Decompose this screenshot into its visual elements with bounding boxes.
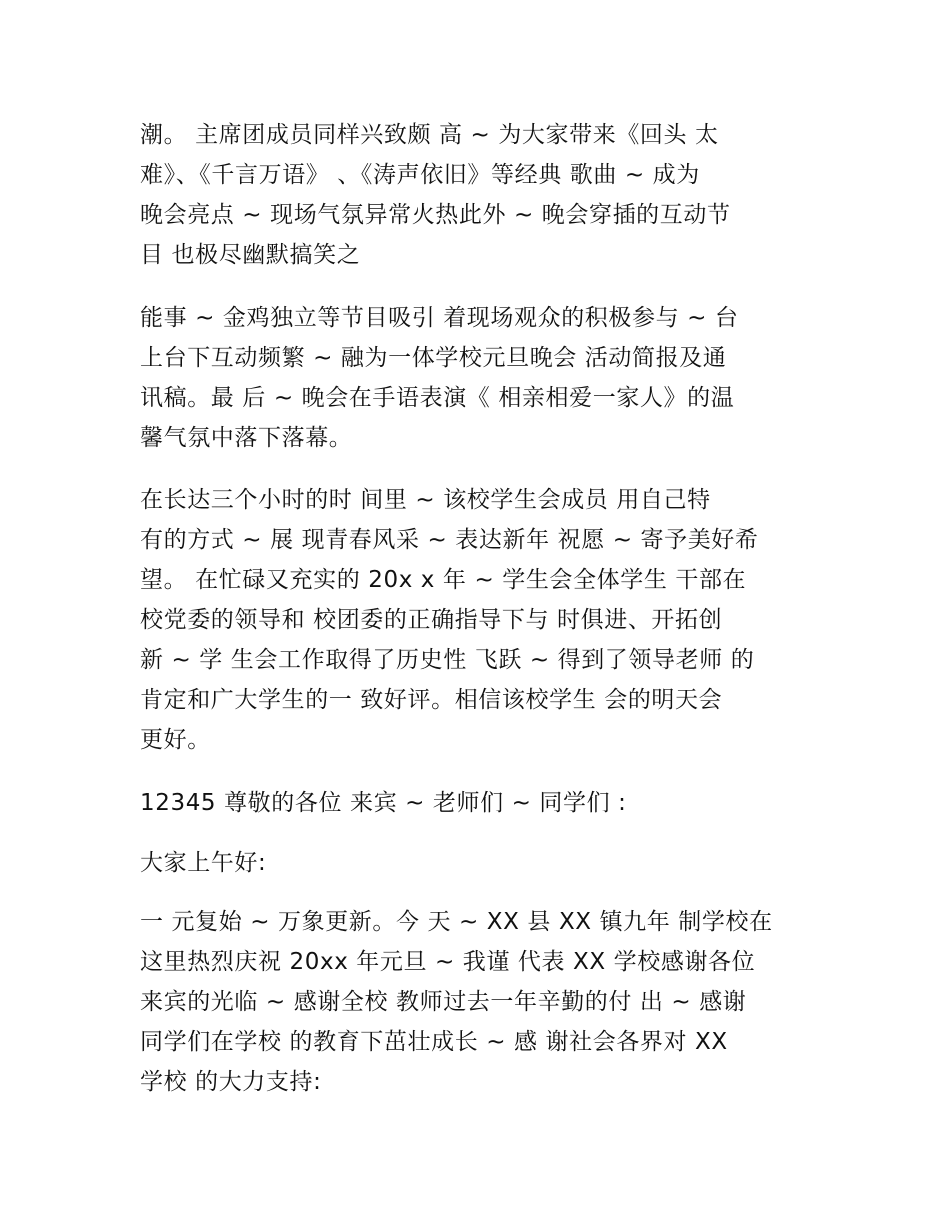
paragraph-3-line-4: 校党委的领导和 校团委的正确指导下与 时俱进、开拓创: [140, 607, 723, 633]
greeting-line: 12345 尊敬的各位 来宾 ~ 老师们 ~ 同学们 :: [140, 790, 627, 816]
paragraph-6-line-2: 这里热烈庆祝 20xx 年元旦 ~ 我谨 代表 XX 学校感谢各位: [140, 949, 756, 975]
paragraph-2-line-3: 讯稿。最 后 ~ 晚会在手语表演《 相亲相爱一家人》的温: [140, 385, 735, 411]
paragraph-3-line-7: 更好。: [140, 727, 211, 753]
paragraph-1-line-3: 晚会亮点 ~ 现场气氛异常火热此外 ~ 晚会穿插的互动节: [140, 202, 731, 228]
paragraph-2-line-1: 能事 ~ 金鸡独立等节目吸引 着现场观众的积极参与 ~ 台: [140, 305, 739, 331]
paragraph-3-line-5: 新 ~ 学 生会工作取得了历史性 飞跃 ~ 得到了领导老师 的: [140, 647, 755, 673]
paragraph-6-line-1: 一 元复始 ~ 万象更新。今 天 ~ XX 县 XX 镇九年 制学校在: [140, 909, 773, 935]
paragraph-3-line-6: 肯定和广大学生的一 致好评。相信该校学生 会的明天会: [140, 687, 723, 713]
paragraph-2-line-2: 上台下互动频繁 ~ 融为一体学校元旦晚会 活动简报及通: [140, 345, 727, 371]
salutation-line: 大家上午好:: [140, 850, 267, 876]
paragraph-3-line-1: 在长达三个小时的时 间里 ~ 该校学生会成员 用自己特: [140, 487, 711, 513]
paragraph-2-line-4: 馨气氛中落下落幕。: [140, 425, 353, 451]
paragraph-1-line-1: 潮。 主席团成员同样兴致颇 高 ~ 为大家带来《回头 太: [140, 122, 719, 148]
paragraph-1-line-4: 目 也极尽幽默搞笑之: [140, 242, 361, 268]
paragraph-3-line-3: 望。 在忙碌又充实的 20x x 年 ~ 学生会全体学生 干部在: [140, 567, 747, 593]
paragraph-1-line-2: 难》、《千言万语》 、《涛声依旧》等经典 歌曲 ~ 成为: [140, 162, 700, 188]
paragraph-6-line-4: 同学们在学校 的教育下茁壮成长 ~ 感 谢社会各界对 XX: [140, 1029, 728, 1055]
paragraph-6-line-3: 来宾的光临 ~ 感谢全校 教师过去一年辛勤的付 出 ~ 感谢: [140, 989, 747, 1015]
paragraph-3-line-2: 有的方式 ~ 展 现青春风采 ~ 表达新年 祝愿 ~ 寄予美好希: [140, 527, 759, 553]
paragraph-6-line-5: 学校 的大力支持:: [140, 1069, 322, 1095]
